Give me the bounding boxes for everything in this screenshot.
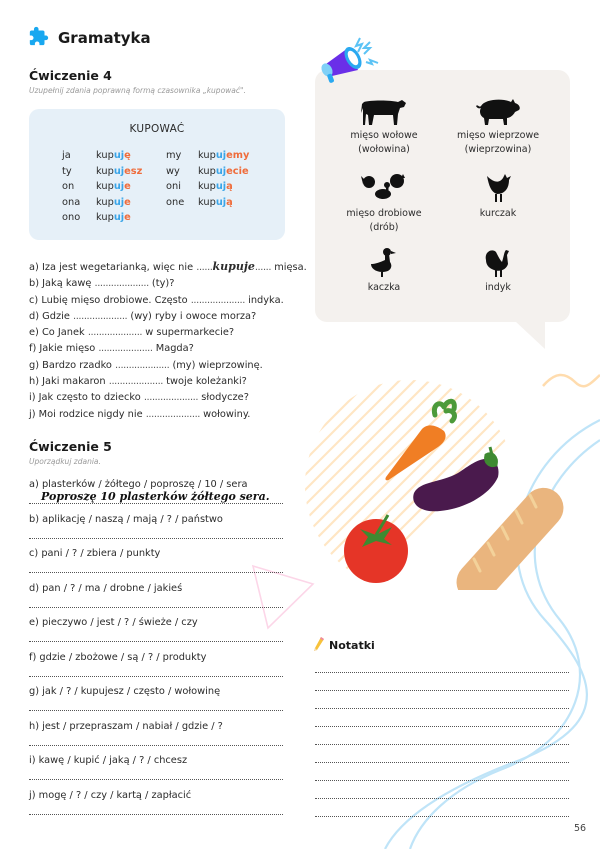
verb-stem: kup	[96, 181, 114, 192]
verb-stem: kup	[96, 150, 114, 161]
speech-bubble-tail	[515, 321, 545, 349]
exercise5	[29, 439, 285, 824]
answer-line[interactable]	[29, 710, 283, 711]
verb-form	[96, 196, 166, 210]
puzzle-icon	[28, 25, 50, 51]
reorder-item	[29, 617, 285, 652]
verb-infix: uj	[113, 196, 125, 208]
reorder-item	[29, 514, 285, 549]
pronoun: ona	[62, 196, 81, 208]
vocab-item-pork: mięso wieprzowe (wieprzowina)	[443, 96, 553, 156]
note-line[interactable]	[315, 726, 569, 727]
reorder-item	[29, 755, 285, 790]
pronoun: one	[166, 196, 185, 208]
verb-ending: e	[124, 181, 131, 192]
reorder-prompt: e) pieczywo / jest / ? / świeże / czy	[29, 617, 198, 628]
sentence-text: g) Bardzo rzadko	[29, 359, 116, 371]
reorder-prompt: g) jak / ? / kupujesz / często / wołowinę	[29, 686, 221, 697]
pronoun: my	[166, 150, 182, 161]
sentence-text: wołowiny.	[200, 408, 251, 420]
sentence-text: Magda?	[152, 343, 194, 355]
vocab-item-turkey: indyk	[443, 246, 553, 295]
fill-in-sentence	[29, 340, 307, 356]
vocab-item-beef: mięso wołowe (wołowina)	[329, 96, 439, 156]
verb-stem: kup	[198, 181, 216, 192]
reorder-item	[29, 790, 285, 825]
blank-field[interactable]: ....................	[94, 278, 149, 290]
reorder-prompt: b) aplikację / naszą / mają / ? / państwo	[29, 513, 223, 525]
vocab-item-poultry: mięso drobiowe (drób)	[329, 172, 439, 234]
chicken-icon	[483, 172, 513, 204]
blank-field[interactable]: ....................	[190, 294, 245, 306]
verb-form	[198, 211, 268, 225]
reorder-prompt: h) jest / przepraszam / nabiał / gdzie / ?	[29, 720, 223, 732]
cow-icon	[360, 96, 408, 126]
verb-stem: kup	[96, 165, 114, 177]
conjugation-table	[29, 109, 285, 240]
verb-stem: kup	[96, 212, 114, 223]
reorder-item	[29, 479, 285, 514]
answer-line[interactable]	[29, 814, 283, 815]
reorder-prompt: j) mogę / ? / czy / kartą / zapłacić	[29, 789, 192, 801]
handwritten-answer: Poproszę 10 plasterków żółtego sera.	[41, 490, 270, 503]
fill-in-sentence	[29, 324, 307, 340]
blank-field[interactable]: ....................	[108, 376, 164, 388]
conjugation-verb: KUPOWAĆ	[129, 123, 185, 135]
verb-ending: esz	[124, 165, 143, 177]
fill-in-sentence	[29, 275, 307, 291]
answer-line[interactable]	[29, 641, 283, 642]
pronoun: ty	[62, 165, 72, 177]
page-number: 56	[574, 823, 587, 834]
exercise5-title: Ćwiczenie 5	[29, 439, 112, 454]
pronoun: wy	[166, 165, 180, 177]
notes-heading	[313, 636, 375, 655]
reorder-prompt: d) pan / ? / ma / drobne / jakieś	[29, 582, 183, 594]
note-line[interactable]	[315, 708, 569, 709]
answer-line[interactable]	[29, 779, 283, 780]
eggplant-icon	[413, 447, 498, 511]
sentence-text: (ty)?	[148, 278, 175, 290]
verb-infix: uj	[215, 181, 227, 192]
notes-title: Notatki	[329, 639, 375, 652]
verb-ending: ecie	[226, 165, 249, 177]
reorder-prompt: f) gdzie / zbożowe / są / ? / produkty	[29, 651, 207, 663]
verb-infix: uj	[215, 165, 227, 177]
handwritten-answer: kupuje	[212, 260, 255, 273]
verb-infix: uj	[113, 165, 125, 177]
verb-stem: kup	[198, 150, 216, 161]
answer-line[interactable]	[29, 745, 283, 746]
reorder-item	[29, 652, 285, 687]
fill-in-sentence	[29, 406, 307, 422]
verb-form	[96, 211, 166, 225]
exercise4-sentences	[29, 259, 307, 422]
reorder-prompt: a) plasterków / żółtego / poproszę / 10 / sera	[29, 479, 248, 490]
verb-infix: uj	[113, 212, 125, 223]
verb-form	[198, 149, 268, 163]
verb-ending: e	[124, 196, 131, 208]
fill-in-sentence	[29, 357, 307, 373]
exercise5-instruction: Uporządkuj zdania.	[29, 457, 101, 466]
pronoun: oni	[166, 181, 181, 192]
verb-ending: e	[124, 212, 131, 223]
exercise4-heading	[29, 68, 246, 95]
sentence-text: d) Gdzie	[29, 310, 73, 322]
poultry-icon	[359, 172, 409, 204]
fill-in-sentence	[29, 389, 307, 405]
verb-form	[96, 149, 166, 163]
pronoun	[166, 211, 198, 225]
verb-ending: ą	[226, 181, 233, 192]
sentence-text: indyka.	[245, 294, 284, 306]
turkey-icon	[482, 246, 514, 278]
sentence-text: j) Moi rodzice nigdy nie	[29, 408, 146, 420]
exercise5-items	[29, 479, 285, 824]
fill-in-sentence	[29, 308, 307, 324]
vocab-item-chicken: kurczak	[443, 172, 553, 221]
reorder-item	[29, 548, 285, 583]
sentence-text: mięsa.	[271, 262, 307, 273]
exercise4-title: Ćwiczenie 4	[29, 68, 112, 83]
reorder-prompt: c) pani / ? / zbiera / punkty	[29, 548, 161, 559]
fill-in-sentence	[29, 373, 307, 389]
sentence-text: w supermarkecie?	[142, 327, 235, 339]
verb-stem: kup	[198, 196, 216, 208]
blank-field[interactable]: ....................	[98, 343, 153, 355]
answer-line[interactable]	[29, 538, 283, 539]
note-line[interactable]	[315, 762, 569, 763]
verb-form	[198, 180, 268, 194]
verb-ending: ę	[124, 150, 131, 161]
note-line[interactable]	[315, 744, 569, 745]
blank-field[interactable]: ....................	[115, 359, 170, 371]
verb-stem: kup	[96, 196, 114, 208]
verb-infix: uj	[113, 181, 125, 192]
sentence-text: a) Iza jest wegetarianką, więc nie	[29, 262, 197, 273]
verb-ending: ą	[226, 196, 233, 208]
page-header	[28, 24, 151, 52]
reorder-prompt: i) kawę / kupić / jaką / ? / chcesz	[29, 755, 188, 766]
sentence-text: (wy) ryby i owoce morza?	[127, 310, 257, 322]
note-line[interactable]	[315, 672, 569, 673]
vocab-item-duck: kaczka	[329, 246, 439, 295]
duck-icon	[369, 246, 399, 278]
reorder-item	[29, 583, 285, 618]
sentence-text: b) Jaką kawę	[29, 278, 95, 290]
vocab-panel	[315, 70, 570, 322]
blank-field[interactable]: ....................	[145, 408, 201, 420]
verb-form	[96, 180, 166, 194]
verb-form	[198, 165, 268, 179]
reorder-item	[29, 686, 285, 721]
verb-infix: uj	[215, 196, 227, 208]
blank-field[interactable]: ....................	[143, 392, 199, 404]
conjugation-grid	[62, 149, 268, 225]
sentence-text: h) Jaki makaron	[29, 376, 109, 388]
blank-field-tail[interactable]: ......	[254, 262, 272, 273]
verb-form	[198, 196, 268, 210]
verb-infix: uj	[113, 150, 125, 161]
tomato-icon	[344, 515, 408, 583]
verb-infix: uj	[215, 150, 227, 161]
sentence-text: i) Jak często to dziecko	[29, 392, 144, 404]
sentence-text: e) Co Janek	[29, 327, 88, 339]
pronoun: ono	[62, 212, 81, 223]
verb-ending: emy	[226, 150, 250, 161]
note-line[interactable]	[315, 690, 569, 691]
answer-line[interactable]	[29, 572, 283, 573]
blank-field[interactable]: ....................	[72, 310, 128, 322]
pig-icon	[473, 96, 523, 126]
note-line[interactable]	[315, 798, 569, 799]
sentence-text: (my) wieprzowinę.	[169, 359, 263, 371]
carrot-icon	[385, 401, 454, 480]
exercise4-instruction: Uzupełnij zdania poprawną formą czasownika „kupować".	[29, 86, 246, 95]
megaphone-icon	[318, 30, 384, 94]
page-title: Gramatyka	[58, 29, 151, 47]
verb-stem: kup	[198, 165, 216, 177]
pronoun: ja	[62, 150, 71, 161]
answer-line[interactable]	[29, 676, 283, 677]
fill-in-sentence	[29, 292, 307, 308]
pronoun: on	[62, 181, 75, 192]
answer-line[interactable]	[29, 503, 283, 504]
answer-line[interactable]	[29, 607, 283, 608]
fill-in-sentence	[29, 259, 307, 275]
food-illustration	[340, 395, 570, 594]
pencil-icon	[313, 636, 325, 655]
note-line[interactable]	[315, 816, 569, 817]
sentence-text: twoje koleżanki?	[163, 376, 247, 388]
sentence-text: f) Jakie mięso	[29, 343, 99, 355]
blank-field[interactable]: ......	[196, 262, 213, 273]
sentence-text: c) Lubię mięso drobiowe. Często	[29, 294, 191, 306]
reorder-item	[29, 721, 285, 756]
sentence-text: słodycze?	[198, 392, 249, 404]
note-line[interactable]	[315, 780, 569, 781]
verb-form	[96, 165, 166, 179]
blank-field[interactable]: ....................	[87, 327, 143, 339]
